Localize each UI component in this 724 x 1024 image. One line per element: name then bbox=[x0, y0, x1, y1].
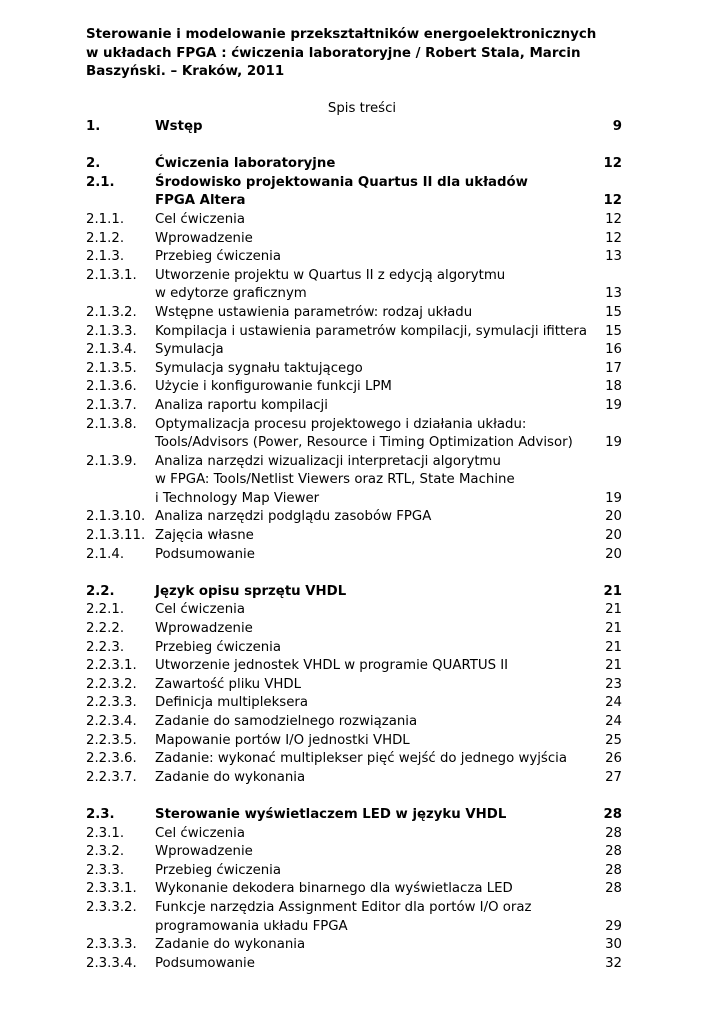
toc-entry-number: 2.2.3. bbox=[86, 639, 125, 655]
toc-entry-number: 2. bbox=[86, 156, 101, 172]
toc-entry-page: 20 bbox=[605, 546, 622, 562]
toc-entry bbox=[86, 899, 622, 918]
toc-entry-page: 28 bbox=[605, 825, 622, 841]
toc-entry bbox=[86, 230, 622, 249]
toc-entry-number: 2.1.1. bbox=[86, 211, 125, 227]
toc-entry-title: Analiza narzędzi wizualizacji interpretacji algorytmu bbox=[155, 453, 501, 469]
header-line: Baszyński. – Kraków, 2011 bbox=[86, 64, 285, 79]
toc-entry-number: 2.1.3.7. bbox=[86, 397, 137, 413]
toc-entry bbox=[86, 174, 622, 193]
toc-entry bbox=[86, 713, 622, 732]
toc-entry bbox=[86, 527, 622, 546]
toc-entry-number: 2.1.3.9. bbox=[86, 453, 137, 469]
toc-entry-page: 12 bbox=[603, 193, 622, 209]
toc-entry-number: 2.1.2. bbox=[86, 230, 125, 246]
toc-entry-title: Zadanie: wykonać multiplekser pięć wejść do jednego wyjścia bbox=[155, 751, 567, 767]
toc-entry bbox=[86, 546, 622, 565]
toc-entry-number: 2.2.1. bbox=[86, 602, 125, 618]
toc-entry-page: 17 bbox=[605, 360, 622, 376]
toc-entry-title: Sterowanie wyświetlaczem LED w języku VHDL bbox=[155, 806, 507, 822]
toc-entry-page: 12 bbox=[605, 230, 622, 246]
toc-entry-title: Wprowadzenie bbox=[155, 230, 253, 246]
toc-entry bbox=[86, 620, 622, 639]
toc-entry-number: 2.1.3.1. bbox=[86, 267, 137, 283]
toc-entry bbox=[86, 955, 622, 974]
toc-entry bbox=[86, 360, 622, 379]
toc-entry-title: Optymalizacja procesu projektowego i działania układu: bbox=[155, 416, 527, 432]
toc-entry-title: w FPGA: Tools/Netlist Viewers oraz RTL, State Machine bbox=[155, 472, 515, 488]
toc-entry bbox=[86, 750, 622, 769]
toc-entry bbox=[86, 155, 622, 174]
toc-entry bbox=[86, 880, 622, 899]
toc-entry-page: 24 bbox=[605, 695, 622, 711]
toc-entry bbox=[86, 862, 622, 881]
toc-entry-number: 2.1.3.6. bbox=[86, 379, 137, 395]
toc-entry-title: Cel ćwiczenia bbox=[155, 211, 246, 227]
toc-entry-page: 24 bbox=[605, 714, 622, 729]
toc-entry bbox=[86, 601, 622, 620]
toc-entry-title: Przebieg ćwiczenia bbox=[155, 249, 282, 265]
toc-entry-page: 21 bbox=[605, 602, 622, 618]
toc-entry-title: Utworzenie projektu w Quartus II z edycją algorytmu bbox=[155, 267, 506, 283]
toc-entry-page: 13 bbox=[605, 286, 622, 302]
toc-entry-number: 2.1. bbox=[86, 174, 115, 190]
toc-entry-title: Podsumowanie bbox=[155, 955, 255, 971]
toc-entry-page: 9 bbox=[612, 119, 622, 134]
toc-entry-number: 2.3.3.2. bbox=[86, 899, 137, 915]
toc-entry-number: 2.3.1. bbox=[86, 825, 125, 841]
toc-entry-title: Tools/Advisors (Power, Resource i Timing Optimization Advisor) bbox=[155, 435, 573, 451]
toc-entry-page: 19 bbox=[605, 435, 622, 451]
toc-entry-page: 32 bbox=[605, 955, 622, 971]
toc-entry-page: 27 bbox=[605, 769, 622, 785]
toc-entry-title: Analiza raportu kompilacji bbox=[155, 397, 328, 413]
toc-entry-number: 2.3.3. bbox=[86, 862, 125, 878]
toc-entry-number: 2.1.3.2. bbox=[86, 304, 137, 320]
toc-entry bbox=[86, 323, 622, 342]
toc-entry-title: Utworzenie jednostek VHDL w programie QUARTUS II bbox=[155, 658, 509, 674]
toc-entry-number: 2.1.3.11. bbox=[86, 528, 146, 544]
toc-entry bbox=[86, 341, 622, 360]
toc-entry-title: Przebieg ćwiczenia bbox=[155, 862, 282, 878]
toc-entry-title: Zadanie do samodzielnego rozwiązania bbox=[155, 714, 418, 729]
toc-entry-number: 2.3.3.1. bbox=[86, 881, 137, 897]
toc-entry-title: Użycie i konfigurowanie funkcji LPM bbox=[155, 379, 392, 395]
toc-entry-title: i Technology Map Viewer bbox=[155, 490, 320, 506]
toc-entry bbox=[86, 453, 622, 472]
toc-entry-title: FPGA Altera bbox=[155, 193, 246, 209]
header-line: Sterowanie i modelowanie przekształtników energoelektronicznych bbox=[86, 27, 597, 42]
toc-entry bbox=[86, 490, 622, 509]
toc-entry bbox=[86, 806, 622, 825]
toc-entry-page: 28 bbox=[605, 881, 622, 897]
toc-entry-number: 2.2.3.4. bbox=[86, 714, 137, 729]
toc-entry-number: 2.2.3.6. bbox=[86, 751, 137, 767]
toc-entry-page: 12 bbox=[603, 156, 622, 172]
toc-entry-title: Funkcje narzędzia Assignment Editor dla portów I/O oraz bbox=[155, 899, 532, 915]
toc-entry-number: 2.2.3.2. bbox=[86, 676, 137, 692]
toc-entry-number: 2.2.3.5. bbox=[86, 732, 137, 748]
toc-entry-page: 29 bbox=[605, 918, 622, 934]
toc-entry-page: 21 bbox=[605, 658, 622, 674]
toc-entry-number: 2.1.3.10. bbox=[86, 509, 146, 525]
bibliographic-header bbox=[86, 26, 646, 82]
toc-entry-page: 25 bbox=[605, 732, 622, 748]
toc-entry-number: 2.2. bbox=[86, 583, 115, 599]
toc-entry bbox=[86, 434, 622, 453]
toc-entry-title: Zadanie do wykonania bbox=[155, 937, 306, 953]
toc-entry-page: 15 bbox=[605, 323, 622, 339]
toc-entry bbox=[86, 694, 622, 713]
toc-entry-title: Mapowanie portów I/O jednostki VHDL bbox=[155, 732, 410, 748]
toc-entry-title: programowania układu FPGA bbox=[155, 918, 348, 934]
toc-entry-number: 2.1.3.4. bbox=[86, 342, 137, 358]
toc-entry-page: 23 bbox=[605, 676, 622, 692]
toc-entry-title: Przebieg ćwiczenia bbox=[155, 639, 282, 655]
toc-entry-number: 2.2.3.3. bbox=[86, 695, 137, 711]
toc-entry-title: Analiza narzędzi podglądu zasobów FPGA bbox=[155, 509, 432, 525]
toc-entry bbox=[86, 248, 622, 267]
toc-entry-title: Definicja multipleksera bbox=[155, 695, 309, 711]
toc-entry-title: Cel ćwiczenia bbox=[155, 602, 246, 618]
toc-entry-number: 2.1.4. bbox=[86, 546, 125, 562]
toc-entry bbox=[86, 676, 622, 695]
toc-entry bbox=[86, 825, 622, 844]
toc-entry bbox=[86, 657, 622, 676]
toc-entry-number: 2.3.3.3. bbox=[86, 937, 137, 953]
toc-entry-page: 21 bbox=[603, 583, 622, 599]
toc-entry-page: 28 bbox=[603, 806, 622, 822]
toc-entry bbox=[86, 918, 622, 937]
toc-entry bbox=[86, 583, 622, 602]
toc-entry-title: Symulacja bbox=[155, 342, 224, 358]
toc-entry-page: 30 bbox=[605, 937, 622, 953]
toc-entry-title: w edytorze graficznym bbox=[155, 286, 307, 302]
toc-entry bbox=[86, 843, 622, 862]
toc-entry-number: 2.1.3.3. bbox=[86, 323, 137, 339]
toc-entry-title: Zadanie do wykonania bbox=[155, 769, 306, 785]
toc-entry-page: 12 bbox=[605, 211, 622, 227]
toc-entry-page: 19 bbox=[605, 397, 622, 413]
toc-entry-title: Wykonanie dekodera binarnego dla wyświetlacza LED bbox=[155, 881, 513, 897]
toc-entry-page: 28 bbox=[605, 862, 622, 878]
toc-entry bbox=[86, 416, 622, 435]
toc-entry-title: Ćwiczenia laboratoryjne bbox=[155, 156, 336, 172]
toc-entry bbox=[86, 936, 622, 955]
toc-entry-title: Podsumowanie bbox=[155, 546, 255, 562]
header-line: w układach FPGA : ćwiczenia laboratoryjne / Robert Stala, Marcin bbox=[86, 45, 581, 61]
toc-entry-number: 2.1.3.5. bbox=[86, 360, 137, 376]
toc-entry-number: 2.3. bbox=[86, 806, 115, 822]
toc-entry-page: 28 bbox=[605, 844, 622, 860]
toc-entry-page: 16 bbox=[605, 342, 622, 358]
table-of-contents bbox=[86, 118, 622, 973]
toc-entry-title: Środowisko projektowania Quartus II dla układów bbox=[155, 174, 528, 190]
toc-entry-title: Wprowadzenie bbox=[155, 844, 253, 860]
toc-entry-page: 21 bbox=[605, 639, 622, 655]
toc-entry-number: 2.2.2. bbox=[86, 621, 125, 637]
toc-entry-title: Wstęp bbox=[155, 119, 203, 134]
toc-entry-number: 2.3.3.4. bbox=[86, 955, 137, 971]
toc-entry bbox=[86, 192, 622, 211]
toc-entry bbox=[86, 118, 622, 137]
toc-entry-title: Zajęcia własne bbox=[155, 528, 254, 544]
toc-entry bbox=[86, 267, 622, 286]
toc-entry bbox=[86, 508, 622, 527]
toc-entry-title: Wprowadzenie bbox=[155, 621, 253, 637]
toc-title: Spis treści bbox=[327, 101, 397, 116]
toc-entry bbox=[86, 639, 622, 658]
toc-entry bbox=[86, 285, 622, 304]
toc-entry-title: Język opisu sprzętu VHDL bbox=[155, 583, 347, 599]
toc-entry-number: 2.2.3.7. bbox=[86, 769, 137, 785]
toc-entry-page: 15 bbox=[605, 304, 622, 320]
toc-entry-page: 13 bbox=[605, 249, 622, 265]
toc-entry-title: Symulacja sygnału taktującego bbox=[155, 360, 363, 376]
toc-entry-number: 1. bbox=[86, 119, 101, 134]
toc-entry bbox=[86, 397, 622, 416]
toc-entry bbox=[86, 211, 622, 230]
toc-entry bbox=[86, 304, 622, 323]
toc-entry-page: 20 bbox=[605, 528, 622, 544]
toc-entry-number: 2.1.3. bbox=[86, 249, 125, 265]
toc-entry-number: 2.3.2. bbox=[86, 844, 125, 860]
toc-entry-number: 2.2.3.1. bbox=[86, 658, 137, 674]
toc-entry bbox=[86, 769, 622, 788]
toc-entry-number: 2.1.3.8. bbox=[86, 416, 137, 432]
toc-entry bbox=[86, 378, 622, 397]
toc-entry-page: 19 bbox=[605, 490, 622, 506]
toc-entry-title: Wstępne ustawienia parametrów: rodzaj układu bbox=[155, 304, 473, 320]
toc-entry-title: Zawartość pliku VHDL bbox=[155, 676, 302, 692]
toc-entry-page: 20 bbox=[605, 509, 622, 525]
toc-entry-page: 21 bbox=[605, 621, 622, 637]
toc-entry-page: 26 bbox=[605, 751, 622, 767]
toc-entry-page: 18 bbox=[605, 379, 622, 395]
toc-entry-title: Cel ćwiczenia bbox=[155, 825, 246, 841]
toc-entry bbox=[86, 732, 622, 751]
toc-entry-title: Kompilacja i ustawienia parametrów kompilacji, symulacji ifittera bbox=[155, 323, 588, 339]
toc-entry bbox=[86, 471, 622, 490]
